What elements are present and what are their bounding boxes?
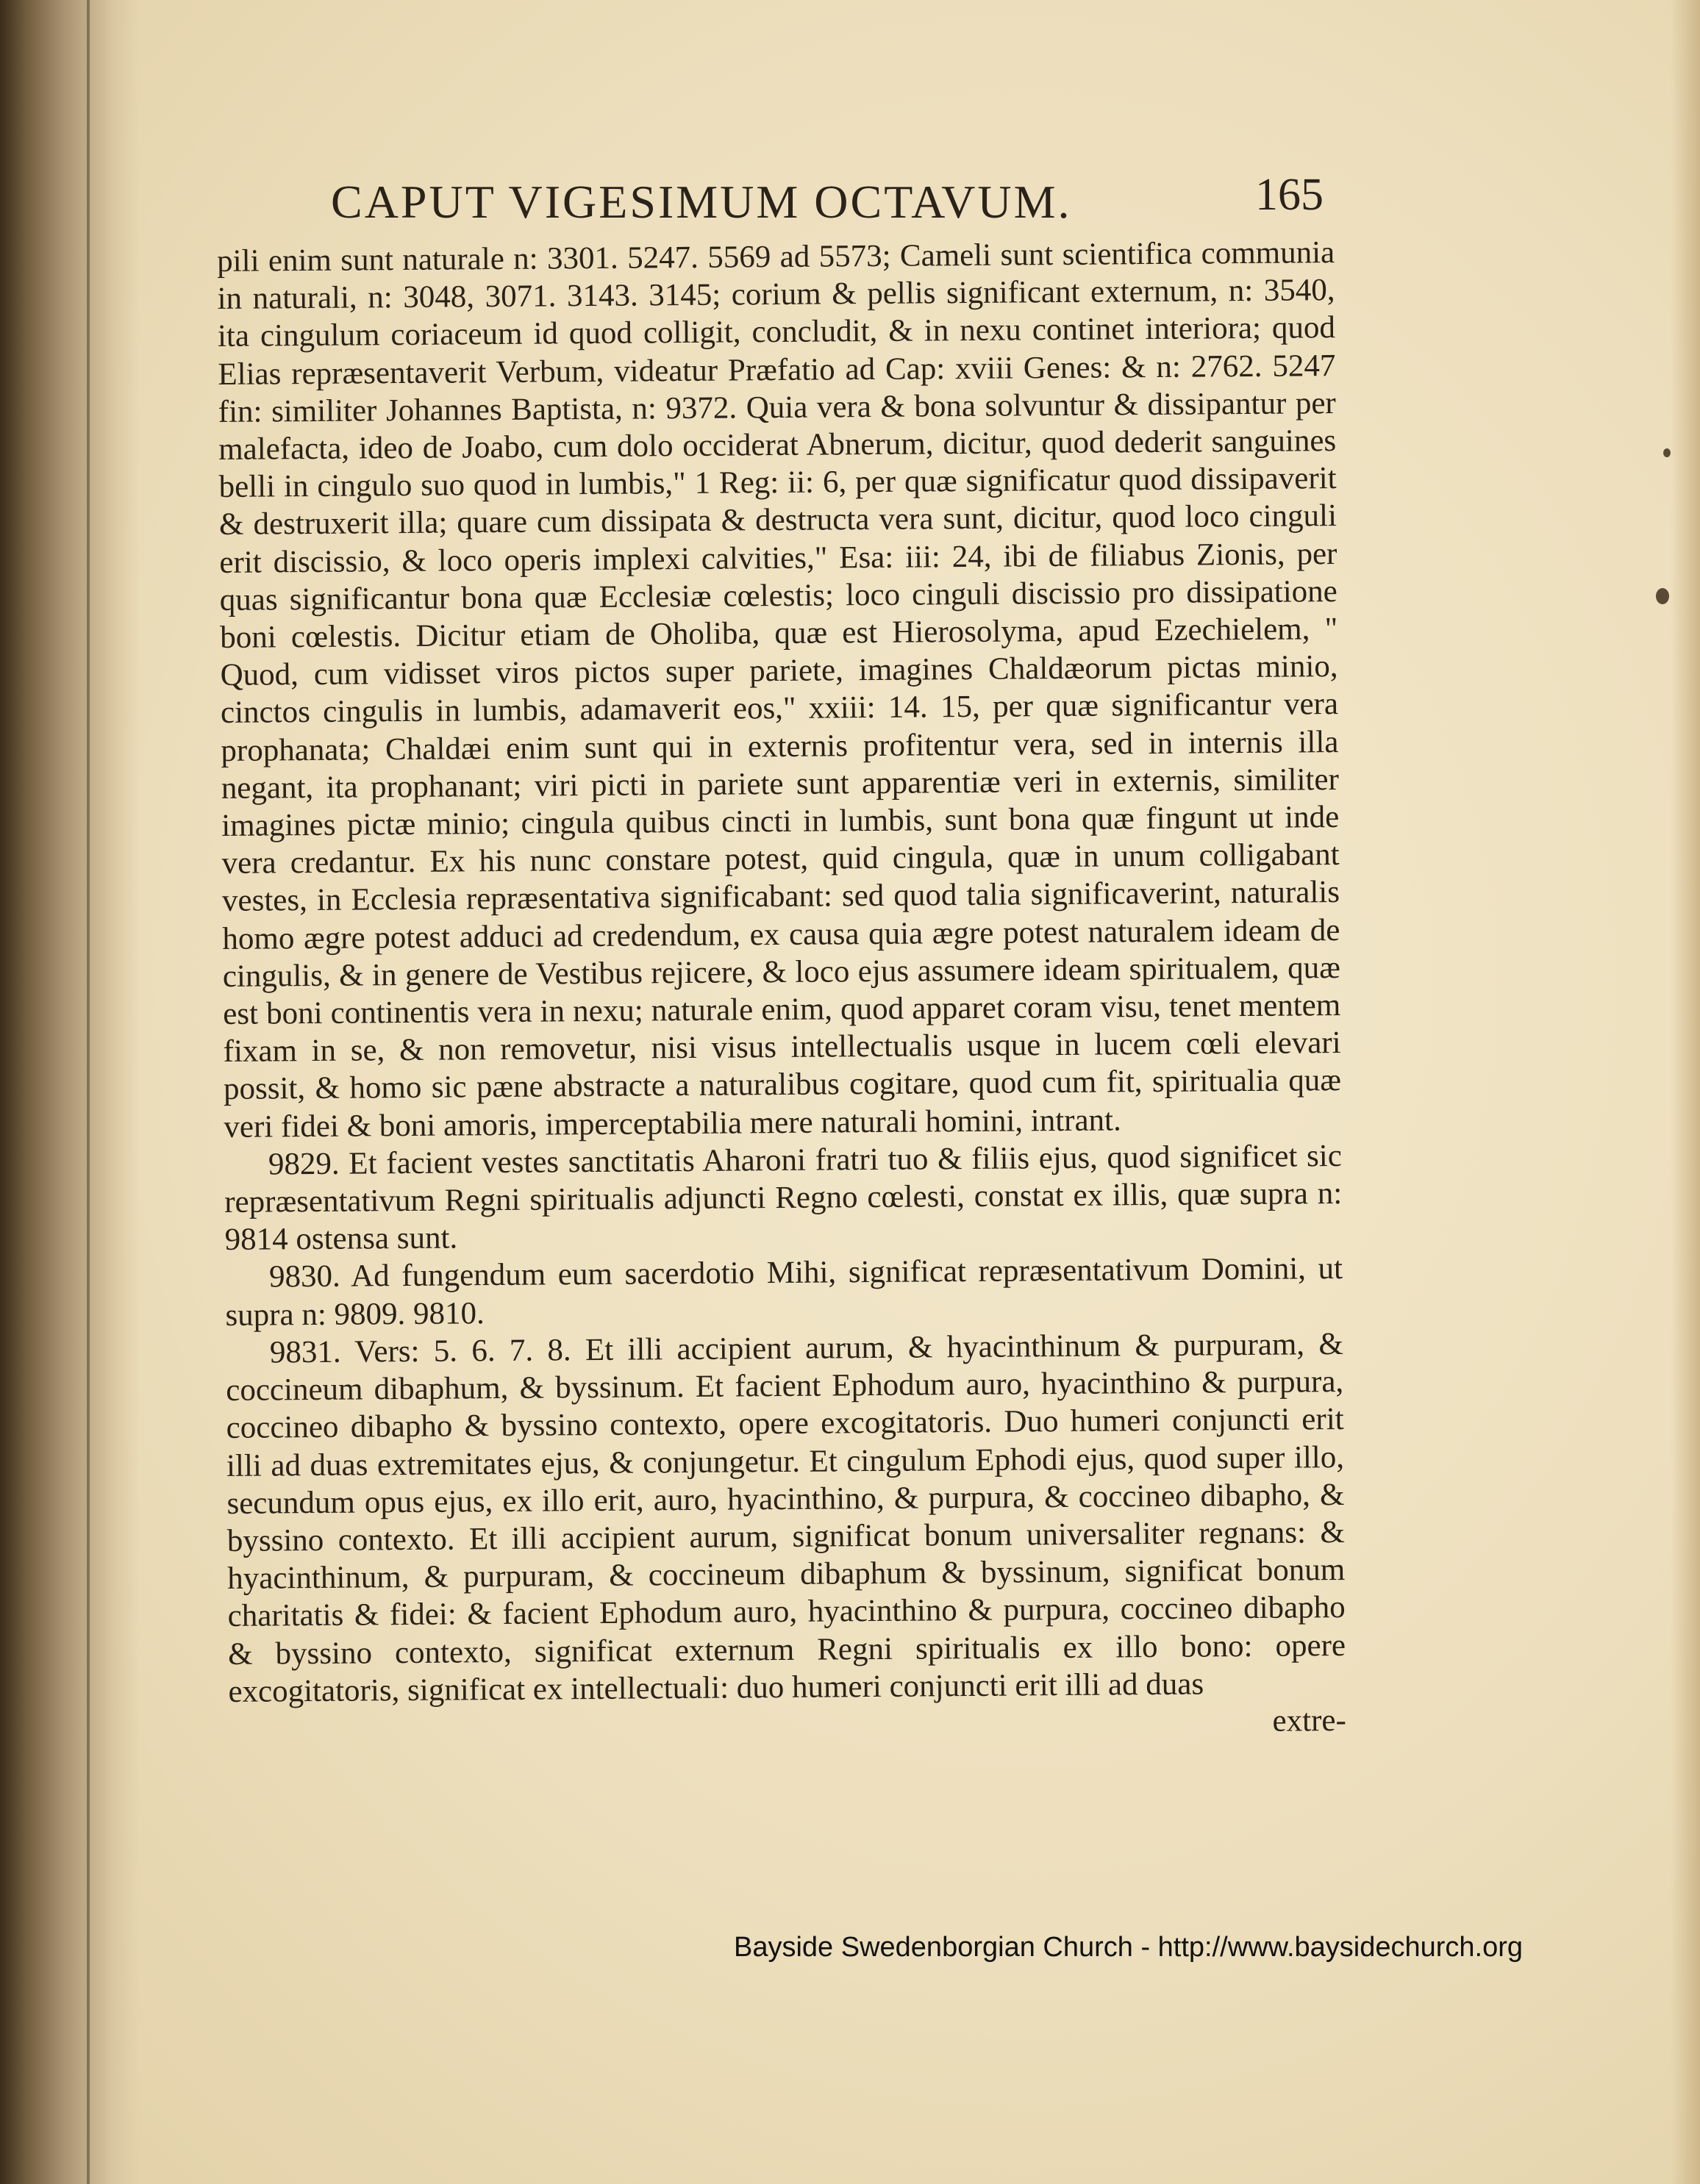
gutter-shadow [0, 0, 140, 2184]
running-title: CAPUT VIGESIMUM OCTAVUM. [331, 176, 1072, 228]
paragraph-9830: 9830. Ad fungendum eum sacerdotio Mihi, significat repræsentativum Domini, ut supra n: 9809. 9810. [225, 1251, 1343, 1333]
watermark-text: Bayside Swedenborgian Church - http://www.baysidechurch.org [734, 1932, 1524, 1963]
catchword: extre- [1272, 1703, 1347, 1739]
body-text [217, 234, 1346, 1748]
page-edge-line [87, 0, 90, 2184]
page-number: 165 [1255, 170, 1324, 220]
paragraph-9829: 9829. Et facient vestes sanctitatis Aharoni fratri tuo & filiis ejus, quod significet sic repræsentativum Regni spiritualis adjuncti Regno cœlesti, constat ex illis, quæ supra n: 9814 ostensa sunt. [224, 1138, 1343, 1258]
paragraph-9831: 9831. Vers: 5. 6. 7. 8. Et illi accipient aurum, & hyacinthinum & purpuram, & coccineum dibaphum, & byssinum. Et facient Ephodum auro, hyacinthino & purpura, coccineo dibapho & byssino contexto, opere excogitatoris. Duo humeri conjuncti erit illi ad duas extremitates ejus, & conjungetur. Et cingulum Ephodi ejus, quod super illo, secundum opus ejus, ex illo erit, auro, hyacinthino, & purpura, & coccineo dibapho, & byssino contexto. Et illi accipient aurum, significat bonum universaliter regnans: & hyacinthinum, & purpuram, & coccineum dibaphum & byssinum, significat bonum charitatis & fidei: & facient Ephodum auro, hyacinthino & purpura, coccineo dibapho & byssino contexto, significat externum Regni spiritualis ex illo bono: opere excogitatoris, significat ex intellectuali: duo humeri conjuncti erit illi ad duas [226, 1326, 1346, 1709]
ink-speck [1656, 588, 1669, 604]
right-page-edge [1671, 0, 1700, 2184]
page-header [331, 170, 1324, 234]
ink-speck [1663, 448, 1671, 457]
paragraph-continuation: pili enim sunt naturale n: 3301. 5247. 5569 ad 5573; Cameli sunt scientifica communia in naturali, n: 3048, 3071. 3143. 3145; corium & pellis significant externum, n: 3540, ita cingulum coriaceum id quod colligit, concludit, & in nexu continet interiora; quod Elias repræsentaverit Verbum, videatur Præfatio ad Cap: xviii Genes: & n: 2762. 5247 fin: similiter Johannes Baptista, n: 9372. Quia vera & bona solvuntur & dissipantur per malefacta, ideo de Joabo, cum dolo occiderat Abnerum, dicitur, quod dederit sanguines belli in cingulo suo quod in lumbis," 1 Reg: ii: 6, per quæ significatur quod dissipaverit & destruxerit illa; quare cum dissipata & destructa vera sunt, dicitur, quod loco cinguli erit discissio, & loco operis implexi calvities," Esa: iii: 24, ibi de filiabus Zionis, per quas significantur bona quæ Ecclesiæ cœlestis; loco cinguli discissio pro dissipatione boni cœlestis. Dicitur etiam de Oholiba, quæ est Hierosolyma, apud Ezechielem, " Quod, cum vidisset viros pictos super pariete, imagines Chaldæorum pictas minio, cinctos cingulis in lumbis, adamaverit eos," xxiii: 14. 15, per quæ significantur vera prophanata; Chaldæi enim sunt qui in externis profitentur vera, sed in internis illa negant, ita prophanant; viri picti in pariete sunt apparentiæ veri in externis, similiter imagines pictæ minio; cingula quibus cincti in lumbis, sunt bona quæ fingunt ut inde vera credantur. Ex his nunc constare potest, quid cingula, quæ in unum colligabant vestes, in Ecclesia repræsentativa significabant: sed quod talia significaverint, naturalis homo ægre potest adduci ad credendum, ex causa quia ægre potest naturalem ideam de cingulis, & in genere de Vestibus rejicere, & loco ejus assumere ideam spiritualem, quæ est boni continentis vera in nexu; naturale enim, quod apparet coram visu, tenet mentem fixam in se, & non removetur, nisi visus intellectualis usque in lucem cœli elevari possit, & homo sic pæne abstracte a naturalibus cogitare, quod cum fit, spiritualia quæ veri fidei & boni amoris, imperceptabilia mere naturali homini, intrant. [217, 235, 1342, 1145]
